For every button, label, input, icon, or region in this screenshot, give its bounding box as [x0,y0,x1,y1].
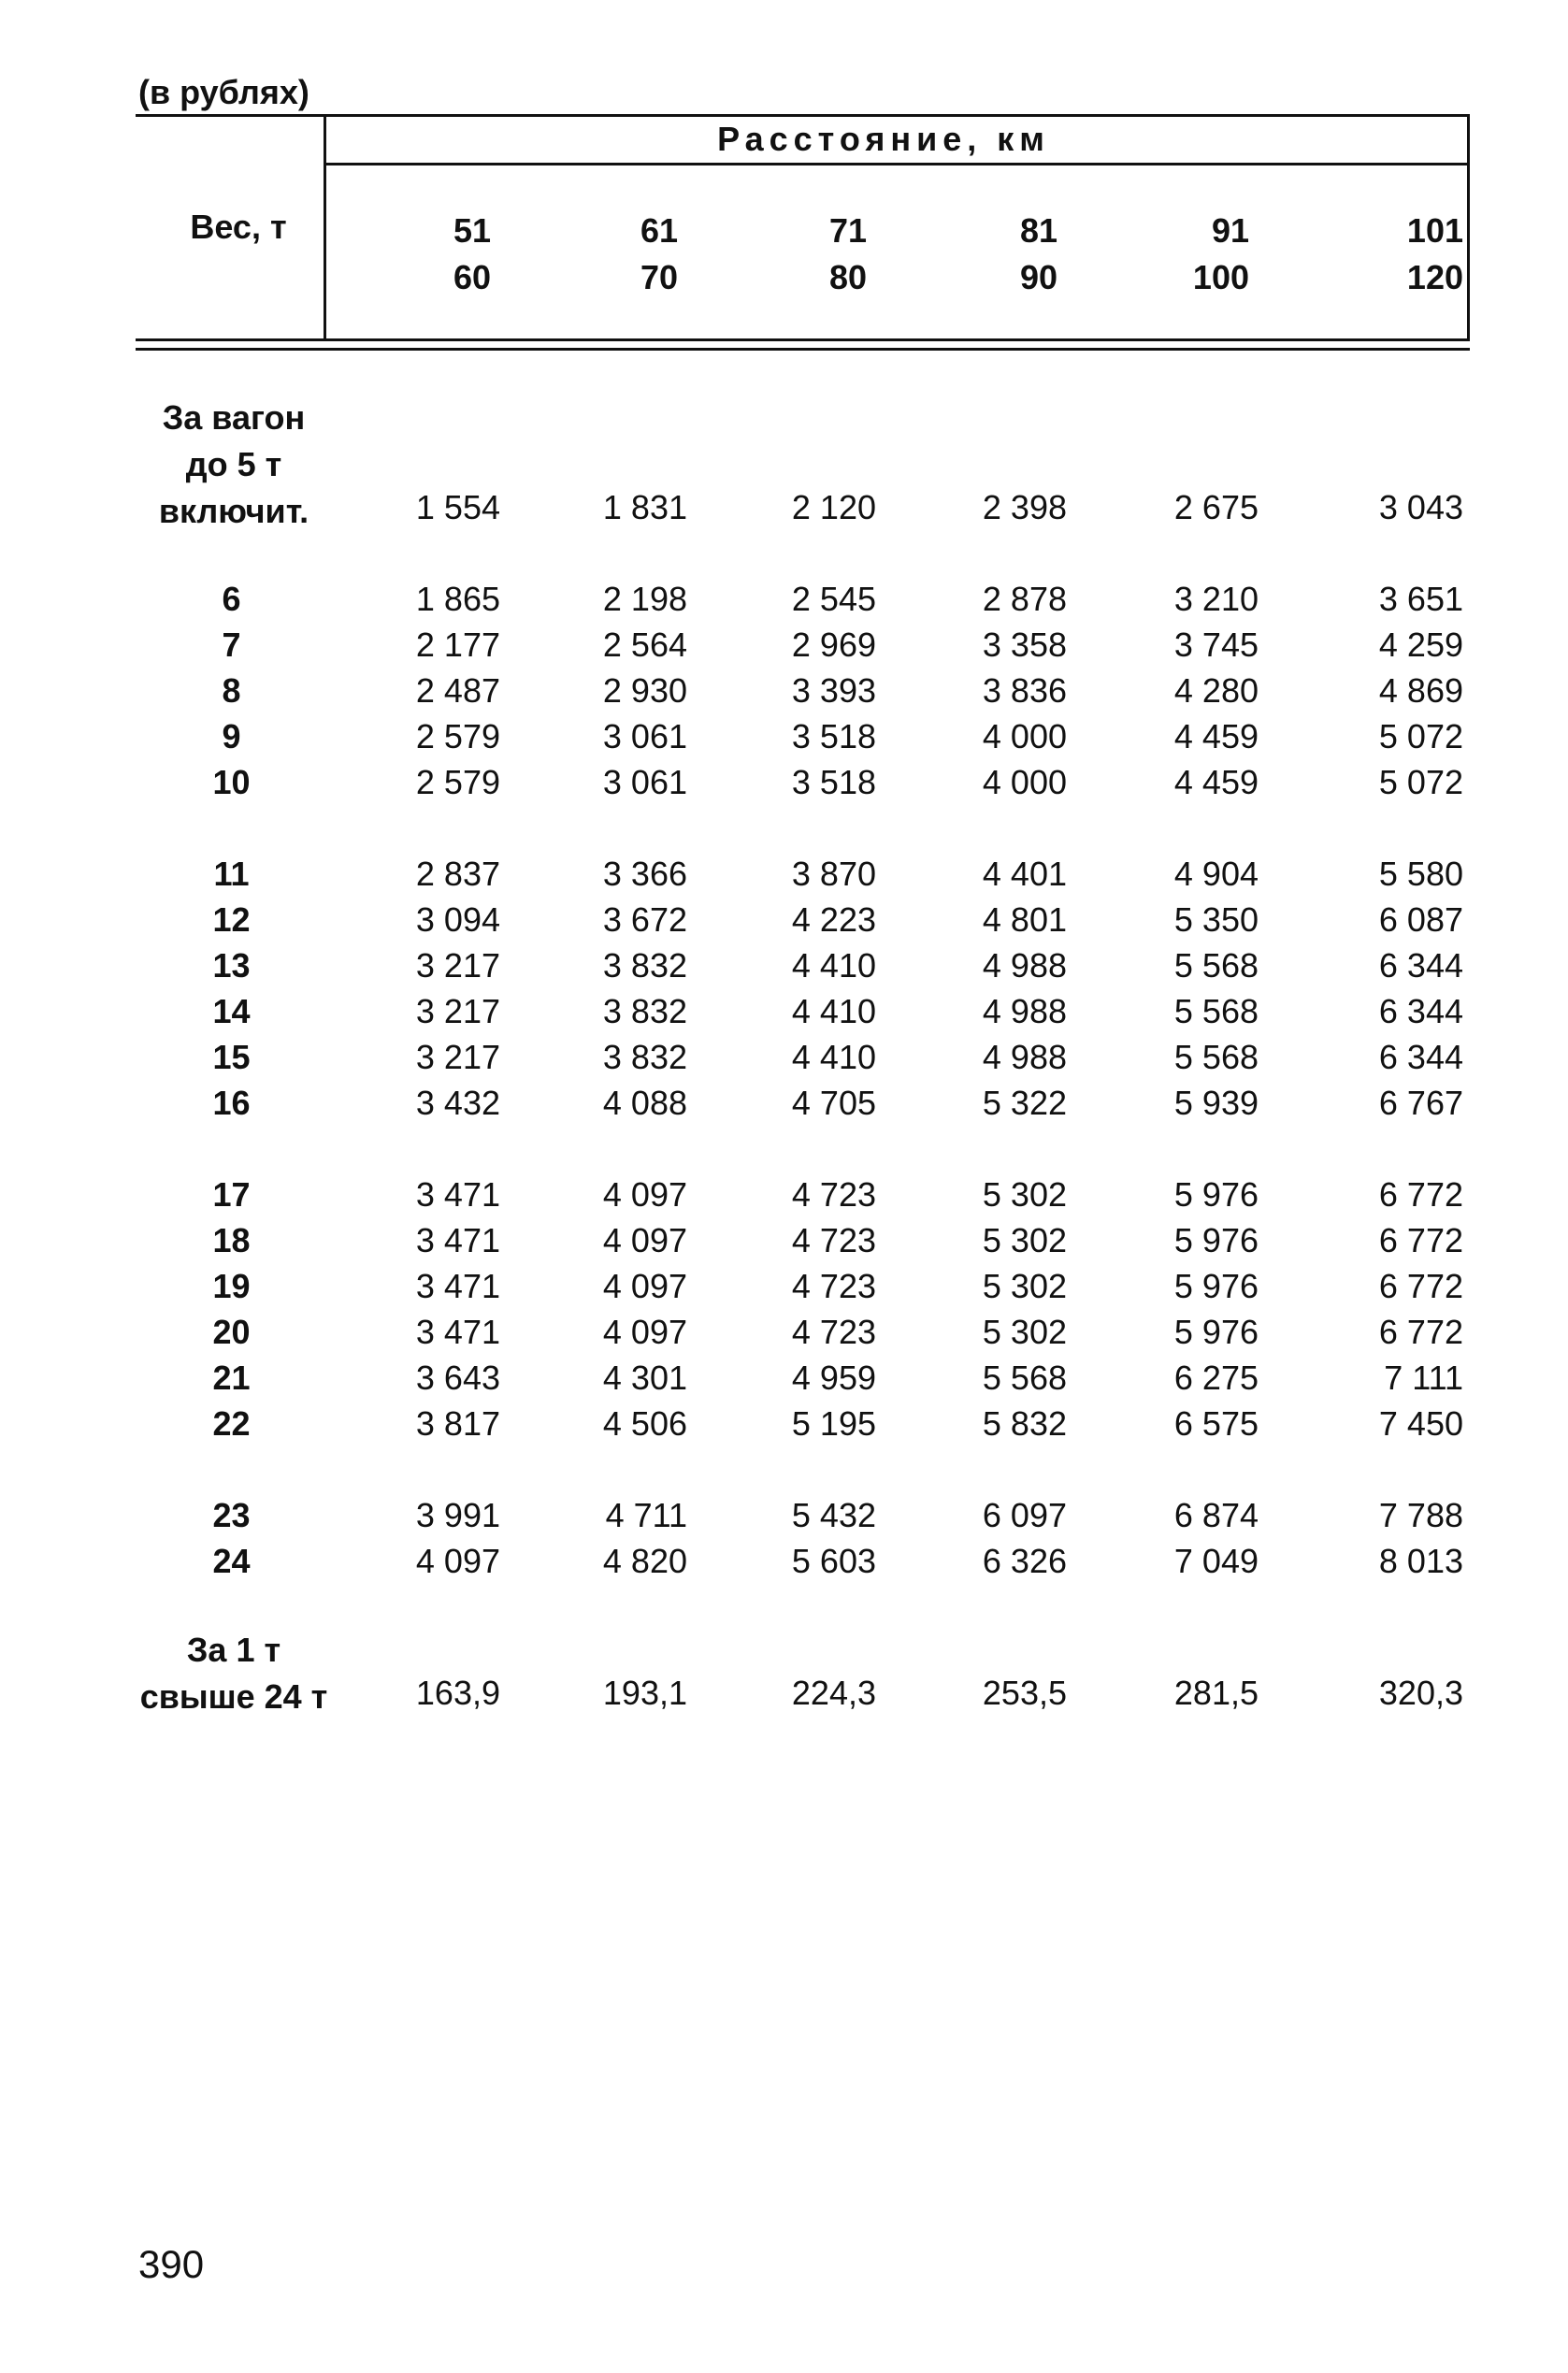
distance-range-header [726,208,867,301]
table-cell: 2 177 [415,626,500,664]
range-to: 60 [453,258,491,296]
table-cell: 224,3 [791,1674,876,1712]
table-cell: 5 350 [1173,900,1259,939]
table-cell: 6 767 [1378,1084,1463,1122]
range-to: 120 [1406,258,1463,296]
header-right-border [1467,114,1470,341]
weight-cell: 20 [212,1313,251,1351]
table-cell: 2 198 [602,580,687,618]
header-divider [324,114,326,341]
table-cell: 4 723 [791,1313,876,1351]
weight-cell: 7 [222,626,241,664]
table-cell: 3 210 [1173,580,1259,618]
table-cell: 3 217 [415,992,500,1030]
label-line: включит. [158,492,309,530]
table-cell: 5 603 [791,1542,876,1580]
table-cell: 4 000 [982,763,1067,801]
label-line: За 1 т [186,1631,281,1669]
table-cell: 3 832 [602,946,687,985]
table-cell: 3 832 [602,1038,687,1076]
table-cell: 2 564 [602,626,687,664]
table-cell: 4 097 [602,1313,687,1351]
table-row [136,855,1470,900]
label-line: до 5 т [185,445,282,483]
table-cell: 4 988 [982,946,1067,985]
table-cell: 5 976 [1173,1313,1259,1351]
weight-cell: 16 [212,1084,251,1122]
table-cell: 2 545 [791,580,876,618]
table-cell: 4 711 [605,1496,687,1534]
table-row [136,1084,1470,1129]
table-row [136,1404,1470,1450]
table-row [136,946,1470,992]
table-cell: 3 217 [415,946,500,985]
table-cell: 3 061 [602,717,687,755]
table-cell: 2 398 [982,488,1067,526]
table-cell: 4 097 [602,1267,687,1305]
distance-range-header [351,208,491,301]
table-cell: 3 471 [415,1313,500,1351]
table-cell: 6 344 [1378,992,1463,1030]
table-row [136,1542,1470,1588]
table-cell: 6 772 [1378,1221,1463,1259]
table-cell: 3 991 [415,1496,500,1534]
distance-range-header [1323,208,1463,301]
table-cell: 3 217 [415,1038,500,1076]
table-cell: 7 111 [1384,1359,1463,1397]
table-cell: 6 772 [1378,1313,1463,1351]
table-cell: 281,5 [1173,1674,1259,1712]
table-cell: 3 471 [415,1221,500,1259]
table-cell: 2 878 [982,580,1067,618]
weight-cell: 22 [212,1404,251,1443]
table-cell: 2 579 [415,717,500,755]
table-cell: 3 651 [1378,580,1463,618]
weight-cell: 17 [212,1175,251,1214]
weight-cell: 6 [222,580,241,618]
table-row [136,717,1470,763]
weight-cell: 18 [212,1221,251,1259]
table-row [136,900,1470,946]
table-header [136,114,1470,341]
table-cell: 4 705 [791,1084,876,1122]
table-cell: 7 788 [1378,1496,1463,1534]
range-to: 80 [828,258,867,296]
table-cell: 3 471 [415,1267,500,1305]
table-row [136,1359,1470,1404]
distance-range-header [917,208,1057,301]
table-cell: 5 302 [982,1175,1067,1214]
table-cell: 5 322 [982,1084,1067,1122]
table-cell: 3 518 [791,763,876,801]
table-cell: 4 259 [1378,626,1463,664]
table-cell: 3 358 [982,626,1067,664]
header-top-rule [136,114,1470,117]
table-cell: 1 554 [415,488,500,526]
table-cell: 3 832 [602,992,687,1030]
table-cell: 4 223 [791,900,876,939]
weight-cell: 14 [212,992,251,1030]
table-cell: 7 049 [1173,1542,1259,1580]
table-cell: 6 344 [1378,1038,1463,1076]
range-to: 90 [1019,258,1057,296]
table-row [136,580,1470,626]
table-cell: 6 344 [1378,946,1463,985]
table-cell: 4 869 [1378,671,1463,710]
table-cell: 4 410 [791,992,876,1030]
table-cell: 5 976 [1173,1267,1259,1305]
label-line: свыше 24 т [139,1677,328,1716]
table-cell: 5 568 [1173,1038,1259,1076]
table-cell: 5 195 [791,1404,876,1443]
distance-rule [324,163,1470,165]
table-cell: 4 459 [1173,717,1259,755]
table-row [136,626,1470,671]
table-cell: 5 580 [1378,855,1463,893]
table-cell: 3 061 [602,763,687,801]
table-cell: 1 831 [602,488,687,526]
table-cell: 4 410 [791,946,876,985]
range-from: 71 [828,211,867,250]
weight-cell: 9 [222,717,241,755]
weight-cell: 15 [212,1038,251,1076]
table-cell: 5 568 [1173,946,1259,985]
table-cell: 3 432 [415,1084,500,1122]
table-cell: 2 120 [791,488,876,526]
table-cell: 2 837 [415,855,500,893]
table-cell: 3 518 [791,717,876,755]
weight-cell: 21 [212,1359,251,1397]
table-row [136,1313,1470,1359]
units-label: (в рублях) [138,73,309,111]
table-cell: 3 817 [415,1404,500,1443]
table-cell: 6 087 [1378,900,1463,939]
table-cell: 4 088 [602,1084,687,1122]
table-cell: 4 959 [791,1359,876,1397]
table-cell: 5 432 [791,1496,876,1534]
table-cell: 4 904 [1173,855,1259,893]
weight-cell: 13 [212,946,251,985]
table-cell: 4 723 [791,1221,876,1259]
table-row [136,1674,1470,1719]
table-cell: 2 969 [791,626,876,664]
table-cell: 6 097 [982,1496,1067,1534]
table-cell: 4 723 [791,1175,876,1214]
table-cell: 4 097 [415,1542,500,1580]
header-bottom-rule-double [136,348,1470,351]
table-cell: 5 568 [1173,992,1259,1030]
table-cell: 6 575 [1173,1404,1259,1443]
table-row [136,1038,1470,1084]
table-row [136,671,1470,717]
table-cell: 7 450 [1378,1404,1463,1443]
table-cell: 4 723 [791,1267,876,1305]
table-cell: 5 072 [1378,763,1463,801]
label-line: За вагон [162,398,306,437]
table-cell: 4 988 [982,1038,1067,1076]
range-from: 91 [1211,211,1249,250]
table-cell: 193,1 [602,1674,687,1712]
table-cell: 6 772 [1378,1175,1463,1214]
table-cell: 5 568 [982,1359,1067,1397]
weight-cell: 12 [212,900,251,939]
table-cell: 8 013 [1378,1542,1463,1580]
weight-cell: 19 [212,1267,251,1305]
weight-cell: 11 [213,855,250,893]
table-cell: 4 506 [602,1404,687,1443]
table-cell: 3 672 [602,900,687,939]
range-from: 81 [1019,211,1057,250]
page-number: 390 [138,2242,205,2286]
weight-cell: 10 [212,763,251,801]
weight-cell: 24 [212,1542,251,1580]
table-cell: 4 097 [602,1221,687,1259]
table-cell: 4 301 [602,1359,687,1397]
table-cell: 5 939 [1173,1084,1259,1122]
table-cell: 3 094 [415,900,500,939]
table-cell: 2 675 [1173,488,1259,526]
header-bottom-rule [136,338,1470,341]
range-from: 101 [1406,211,1463,250]
weight-cell: 23 [212,1496,251,1534]
range-from: 61 [640,211,678,250]
table-cell: 5 832 [982,1404,1067,1443]
table-cell: 2 487 [415,671,500,710]
distance-header: Расстояние, км [717,120,1050,158]
table-row [136,1496,1470,1542]
table-cell: 4 401 [982,855,1067,893]
table-cell: 163,9 [415,1674,500,1712]
table-cell: 5 302 [982,1221,1067,1259]
table-cell: 6 275 [1173,1359,1259,1397]
table-cell: 4 459 [1173,763,1259,801]
table-cell: 320,3 [1378,1674,1463,1712]
table-cell: 253,5 [982,1674,1067,1712]
table-cell: 4 410 [791,1038,876,1076]
table-cell: 3 393 [791,671,876,710]
table-cell: 6 326 [982,1542,1067,1580]
range-to: 100 [1192,258,1249,296]
table-row [136,488,1470,534]
table-cell: 4 801 [982,900,1067,939]
table-cell: 4 000 [982,717,1067,755]
table-cell: 4 820 [602,1542,687,1580]
table-cell: 3 043 [1378,488,1463,526]
table-cell: 5 976 [1173,1175,1259,1214]
table-cell: 3 366 [602,855,687,893]
table-cell: 2 579 [415,763,500,801]
distance-range-header [1109,208,1249,301]
table-cell: 3 643 [415,1359,500,1397]
table-cell: 6 874 [1173,1496,1259,1534]
weight-header: Вес, т [190,208,287,246]
table-cell: 1 865 [415,580,500,618]
table-cell: 5 302 [982,1313,1067,1351]
table-row [136,1221,1470,1267]
table-cell: 4 280 [1173,671,1259,710]
table-cell: 3 870 [791,855,876,893]
table-cell: 5 302 [982,1267,1067,1305]
table-row [136,763,1470,809]
table-cell: 5 976 [1173,1221,1259,1259]
table-cell: 2 930 [602,671,687,710]
table-cell: 3 745 [1173,626,1259,664]
table-cell: 6 772 [1378,1267,1463,1305]
table-cell: 3 471 [415,1175,500,1214]
table-cell: 4 988 [982,992,1067,1030]
weight-cell: 8 [222,671,241,710]
table-cell: 5 072 [1378,717,1463,755]
table-row [136,992,1470,1038]
table-row [136,1267,1470,1313]
distance-range-header [538,208,678,301]
range-from: 51 [453,211,491,250]
table-cell: 4 097 [602,1175,687,1214]
range-to: 70 [640,258,678,296]
table-row [136,1175,1470,1221]
table-cell: 3 836 [982,671,1067,710]
